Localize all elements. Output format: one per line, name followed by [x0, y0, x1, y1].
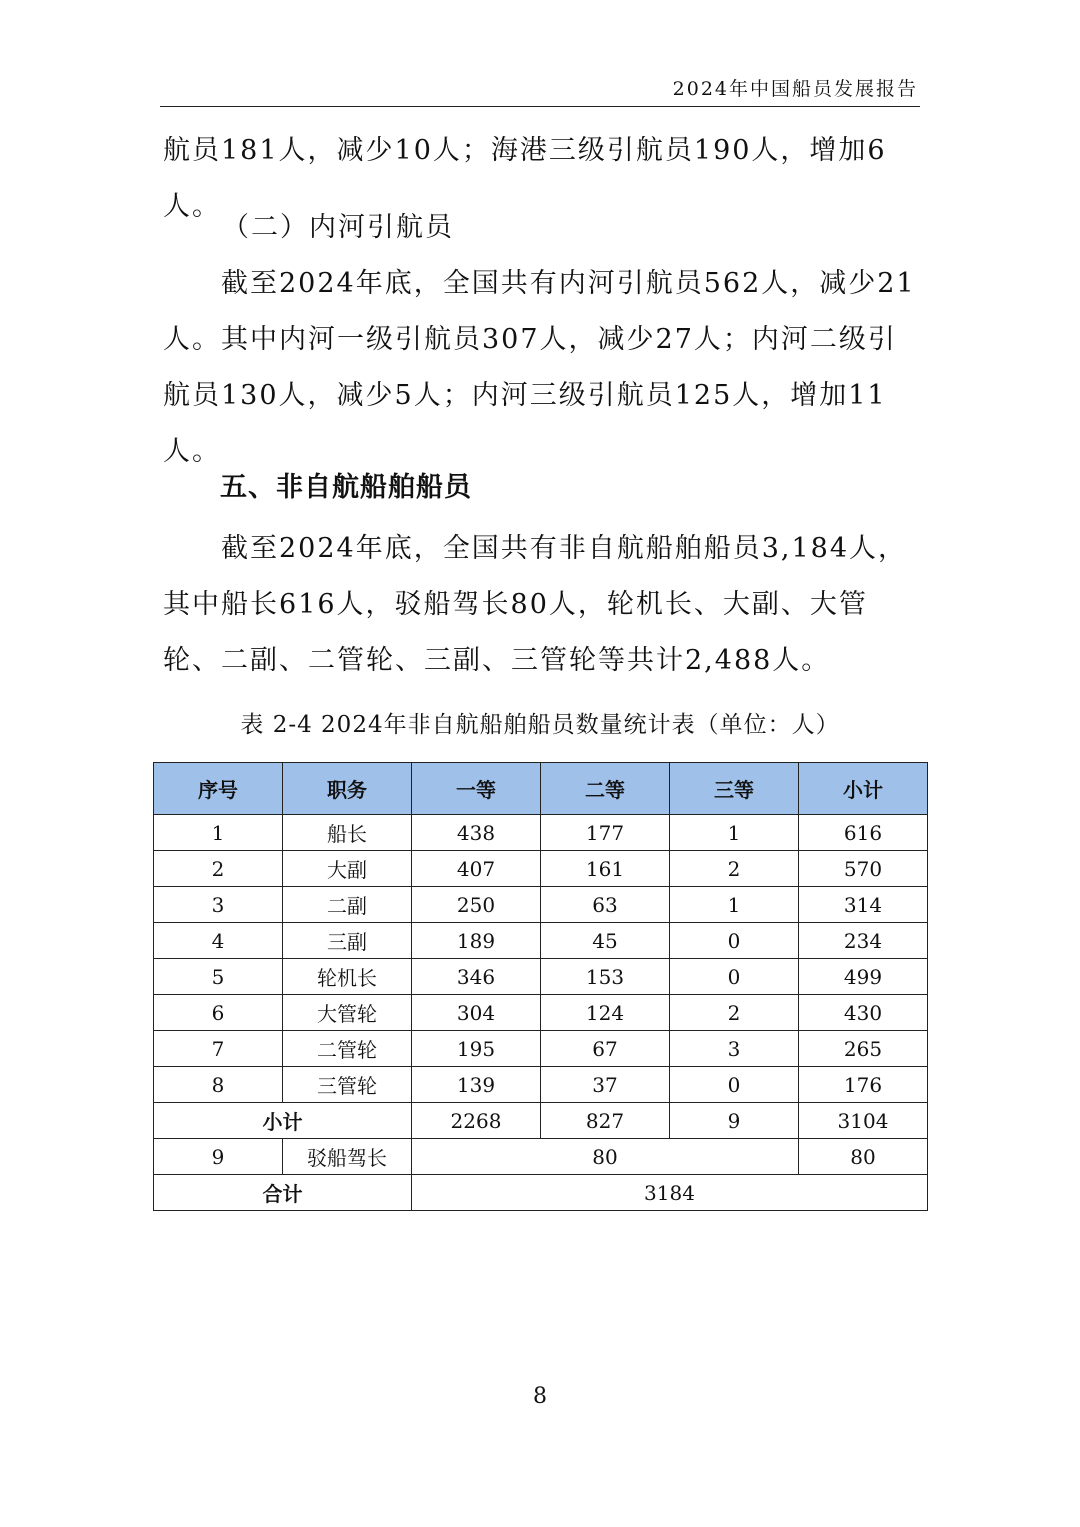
grand-total-value: 3184: [412, 1175, 928, 1211]
table-row: [154, 815, 928, 851]
cell-role: 二管轮: [283, 1031, 412, 1067]
barge-no: 9: [154, 1139, 283, 1175]
barge-grades: 80: [412, 1139, 799, 1175]
cell-subtotal: 430: [799, 995, 928, 1031]
subtotal-first-class: 2268: [412, 1103, 541, 1139]
paragraph-inland-pilots: 截至2024年底，全国共有内河引航员562人，减少21人。其中内河一级引航员307人，减少27人；内河二级引航员130人，减少5人；内河三级引航员125人，增加11人。: [163, 268, 916, 467]
table-row: [154, 923, 928, 959]
page-number: 8: [533, 1384, 547, 1409]
cell-role: 轮机长: [283, 959, 412, 995]
cell-no: 2: [154, 851, 283, 887]
subtotal-third-class: 9: [670, 1103, 799, 1139]
cell-second-class: 124: [541, 995, 670, 1031]
cell-subtotal: 314: [799, 887, 928, 923]
cell-subtotal: 499: [799, 959, 928, 995]
cell-no: 4: [154, 923, 283, 959]
cell-subtotal: 234: [799, 923, 928, 959]
header-cell-second-class: 二等: [541, 763, 670, 815]
cell-no: 7: [154, 1031, 283, 1067]
cell-no: 1: [154, 815, 283, 851]
cell-second-class: 37: [541, 1067, 670, 1103]
section-heading-non-self-propelled: 五、非自航船舶船员: [220, 472, 472, 503]
cell-role: 大管轮: [283, 995, 412, 1031]
header-cell-role: 职务: [283, 763, 412, 815]
cell-role: 三管轮: [283, 1067, 412, 1103]
cell-second-class: 67: [541, 1031, 670, 1067]
cell-role: 三副: [283, 923, 412, 959]
subtotal-second-class: 827: [541, 1103, 670, 1139]
barge-total: 80: [799, 1139, 928, 1175]
table-row: [154, 1031, 928, 1067]
barge-row: [154, 1139, 928, 1175]
cell-no: 6: [154, 995, 283, 1031]
cell-third-class: 0: [670, 923, 799, 959]
cell-second-class: 153: [541, 959, 670, 995]
cell-first-class: 304: [412, 995, 541, 1031]
header-cell-subtotal: 小计: [799, 763, 928, 815]
cell-third-class: 1: [670, 815, 799, 851]
table-row: [154, 887, 928, 923]
cell-third-class: 0: [670, 959, 799, 995]
cell-second-class: 161: [541, 851, 670, 887]
header-cell-third-class: 三等: [670, 763, 799, 815]
cell-second-class: 45: [541, 923, 670, 959]
cell-first-class: 438: [412, 815, 541, 851]
subtotal-label: 小计: [154, 1103, 412, 1139]
cell-subtotal: 176: [799, 1067, 928, 1103]
paragraph-non-self-propelled: 截至2024年底，全国共有非自航船舶船员3,184人，其中船长616人，驳船驾长80人，轮机长、大副、大管轮、二副、二管轮、三副、三管轮等共计2,488人。: [163, 533, 908, 676]
cell-third-class: 1: [670, 887, 799, 923]
cell-first-class: 189: [412, 923, 541, 959]
cell-third-class: 2: [670, 995, 799, 1031]
header-cell-no: 序号: [154, 763, 283, 815]
barge-role: 驳船驾长: [283, 1139, 412, 1175]
cell-third-class: 0: [670, 1067, 799, 1103]
grand-total-label: 合计: [154, 1175, 412, 1211]
subheading-inland-pilots: （二）内河引航员: [222, 212, 454, 243]
cell-first-class: 346: [412, 959, 541, 995]
cell-second-class: 63: [541, 887, 670, 923]
subtotal-row: [154, 1103, 928, 1139]
cell-second-class: 177: [541, 815, 670, 851]
cell-role: 大副: [283, 851, 412, 887]
header-rule: [160, 106, 920, 107]
cell-first-class: 250: [412, 887, 541, 923]
header-title: 2024年中国船员发展报告: [672, 78, 918, 100]
cell-first-class: 195: [412, 1031, 541, 1067]
cell-subtotal: 570: [799, 851, 928, 887]
cell-role: 二副: [283, 887, 412, 923]
cell-subtotal: 265: [799, 1031, 928, 1067]
cell-no: 5: [154, 959, 283, 995]
subtotal-total: 3104: [799, 1103, 928, 1139]
cell-no: 8: [154, 1067, 283, 1103]
crew-statistics-table: [153, 762, 928, 1211]
table-row: [154, 959, 928, 995]
header-cell-first-class: 一等: [412, 763, 541, 815]
table-row: [154, 995, 928, 1031]
table-row: [154, 1067, 928, 1103]
cell-no: 3: [154, 887, 283, 923]
cell-third-class: 3: [670, 1031, 799, 1067]
table-row: [154, 851, 928, 887]
table-caption: 表 2-4 2024年非自航船舶船员数量统计表（单位：人）: [240, 712, 840, 738]
cell-first-class: 407: [412, 851, 541, 887]
cell-third-class: 2: [670, 851, 799, 887]
cell-first-class: 139: [412, 1067, 541, 1103]
cell-subtotal: 616: [799, 815, 928, 851]
cell-role: 船长: [283, 815, 412, 851]
table-header-row: [154, 763, 928, 815]
paragraph-continuation: 航员181人，减少10人；海港三级引航员190人，增加6人。: [163, 135, 887, 222]
grand-total-row: [154, 1175, 928, 1211]
